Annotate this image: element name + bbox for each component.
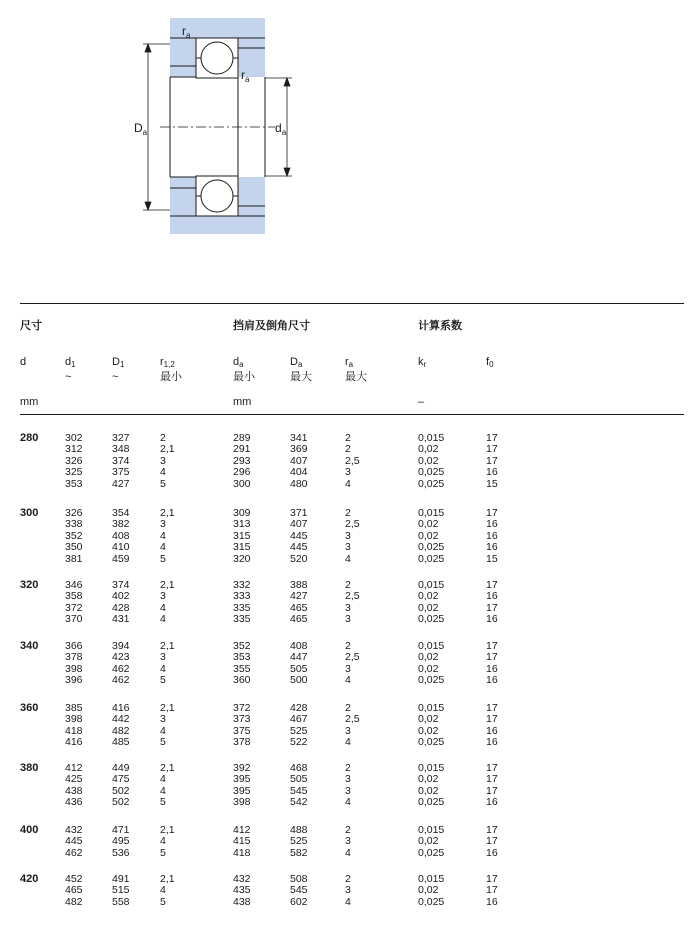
cell-f0: 17 <box>486 884 498 897</box>
cell-da-min: 432 <box>233 873 251 885</box>
cell-d1: 346 <box>65 579 83 591</box>
cell-Da-max: 371 <box>290 507 308 519</box>
cell-r12: 5 <box>160 552 166 565</box>
cell-ra-max: 2 <box>345 507 351 519</box>
cell-d1: 482 <box>65 895 83 908</box>
cell-f0: 17 <box>486 640 498 652</box>
cell-r12: 3 <box>160 651 166 664</box>
cell-r12: 4 <box>160 724 166 737</box>
cell-d1: 385 <box>65 702 83 714</box>
cell-Da-max: 488 <box>290 824 308 836</box>
cell-ra-max: 4 <box>345 846 351 859</box>
cell-f0: 16 <box>486 724 498 737</box>
cell-r12: 4 <box>160 835 166 848</box>
cell-D1: 471 <box>112 824 130 836</box>
bearing-abutment-diagram <box>0 0 700 260</box>
cell-f0: 16 <box>486 736 498 749</box>
cell-d1: 465 <box>65 884 83 897</box>
cell-d1: 425 <box>65 773 83 786</box>
cell-D1: 491 <box>112 873 130 885</box>
cell-Da-max: 341 <box>290 432 308 444</box>
label-da: $d_a$ <box>275 121 287 137</box>
cell-Da-max: 545 <box>290 784 308 797</box>
cell-r12: 4 <box>160 601 166 614</box>
cell-r12: 4 <box>160 662 166 675</box>
cell-kr: 0,02 <box>418 724 439 737</box>
cell-r12: 4 <box>160 784 166 797</box>
cell-f0: 16 <box>486 895 498 908</box>
cell-kr: 0,02 <box>418 713 439 726</box>
cell-ra-max: 3 <box>345 884 351 897</box>
cell-Da-max: 522 <box>290 736 308 749</box>
cell-ra-max: 3 <box>345 835 351 848</box>
cell-kr: 0,02 <box>418 773 439 786</box>
cell-r12: 2,1 <box>160 702 175 714</box>
cell-r12: 4 <box>160 466 166 479</box>
cell-Da-max: 369 <box>290 443 308 456</box>
cell-da-min: 418 <box>233 846 251 859</box>
cell-kr: 0,015 <box>418 824 445 836</box>
cell-D1: 515 <box>112 884 130 897</box>
cell-kr: 0,025 <box>418 613 445 626</box>
cell-D1: 495 <box>112 835 130 848</box>
cell-r12: 5 <box>160 674 166 687</box>
cell-f0: 17 <box>486 454 498 467</box>
cell-ra-max: 3 <box>345 724 351 737</box>
cell-d1: 436 <box>65 796 83 809</box>
cell-Da-max: 388 <box>290 579 308 591</box>
cell-da-min: 293 <box>233 454 251 467</box>
group-bore-d: 360 <box>20 702 39 714</box>
cell-kr: 0,02 <box>418 443 439 456</box>
cell-d1: 338 <box>65 518 83 531</box>
cell-D1: 462 <box>112 674 130 687</box>
unit-mm-dimensions: mm <box>20 396 39 408</box>
cell-kr: 0,02 <box>418 454 439 467</box>
group-bore-d: 400 <box>20 824 39 836</box>
cell-ra-max: 3 <box>345 613 351 626</box>
cell-da-min: 335 <box>233 601 251 614</box>
cell-d1: 372 <box>65 601 83 614</box>
cell-da-min: 291 <box>233 443 251 456</box>
table-top-rule <box>20 303 684 304</box>
cell-da-min: 435 <box>233 884 251 897</box>
cell-D1: 442 <box>112 713 130 726</box>
cell-f0: 17 <box>486 713 498 726</box>
col-header-d1: $d_1$ ~ <box>65 356 76 383</box>
cell-kr: 0,015 <box>418 432 445 444</box>
cell-D1: 416 <box>112 702 130 714</box>
label-ra-inner: $r_a$ <box>241 68 250 84</box>
cell-kr: 0,025 <box>418 796 445 809</box>
cell-Da-max: 447 <box>290 651 308 664</box>
cell-f0: 16 <box>486 662 498 675</box>
cell-da-min: 398 <box>233 796 251 809</box>
cell-ra-max: 4 <box>345 895 351 908</box>
cell-ra-max: 2,5 <box>345 518 360 531</box>
cell-da-min: 360 <box>233 674 251 687</box>
cell-d1: 432 <box>65 824 83 836</box>
cell-ra-max: 2 <box>345 640 351 652</box>
cell-D1: 475 <box>112 773 130 786</box>
cell-Da-max: 505 <box>290 662 308 675</box>
cell-kr: 0,025 <box>418 466 445 479</box>
cell-D1: 482 <box>112 724 130 737</box>
cell-Da-max: 582 <box>290 846 308 859</box>
cell-da-min: 289 <box>233 432 251 444</box>
header-dimensions: 尺寸 <box>20 320 42 332</box>
cell-ra-max: 2,5 <box>345 713 360 726</box>
cell-da-min: 415 <box>233 835 251 848</box>
cell-D1: 428 <box>112 601 130 614</box>
cell-kr: 0,02 <box>418 529 439 542</box>
cell-r12: 5 <box>160 796 166 809</box>
cell-Da-max: 445 <box>290 529 308 542</box>
cell-da-min: 315 <box>233 541 251 554</box>
cell-f0: 16 <box>486 541 498 554</box>
cell-f0: 16 <box>486 466 498 479</box>
cell-Da-max: 445 <box>290 541 308 554</box>
cell-d1: 353 <box>65 477 83 490</box>
cell-D1: 485 <box>112 736 130 749</box>
cell-ra-max: 2 <box>345 824 351 836</box>
cell-da-min: 412 <box>233 824 251 836</box>
group-bore-d: 280 <box>20 432 39 444</box>
cell-D1: 459 <box>112 552 130 565</box>
cell-Da-max: 428 <box>290 702 308 714</box>
cell-d1: 352 <box>65 529 83 542</box>
cell-D1: 382 <box>112 518 130 531</box>
unit-dash-calc: – <box>418 396 425 408</box>
cell-Da-max: 545 <box>290 884 308 897</box>
label-Da: $D_a$ <box>134 121 148 137</box>
cell-ra-max: 3 <box>345 466 351 479</box>
cell-kr: 0,015 <box>418 579 445 591</box>
cell-da-min: 320 <box>233 552 251 565</box>
cell-d1: 418 <box>65 724 83 737</box>
cell-r12: 2,1 <box>160 579 175 591</box>
cell-Da-max: 404 <box>290 466 308 479</box>
cell-da-min: 395 <box>233 784 251 797</box>
cell-r12: 3 <box>160 590 166 603</box>
cell-f0: 16 <box>486 674 498 687</box>
cell-ra-max: 3 <box>345 784 351 797</box>
cell-f0: 17 <box>486 432 498 444</box>
cell-da-min: 375 <box>233 724 251 737</box>
cell-r12: 2,1 <box>160 507 175 519</box>
cell-kr: 0,025 <box>418 552 445 565</box>
cell-d1: 396 <box>65 674 83 687</box>
cell-r12: 2,1 <box>160 824 175 836</box>
cell-Da-max: 468 <box>290 762 308 774</box>
cell-f0: 17 <box>486 835 498 848</box>
cell-D1: 449 <box>112 762 130 774</box>
cell-D1: 375 <box>112 466 130 479</box>
cell-kr: 0,015 <box>418 762 445 774</box>
cell-ra-max: 4 <box>345 477 351 490</box>
cell-Da-max: 542 <box>290 796 308 809</box>
cell-kr: 0,02 <box>418 884 439 897</box>
cell-Da-max: 408 <box>290 640 308 652</box>
cell-Da-max: 467 <box>290 713 308 726</box>
group-bore-d: 380 <box>20 762 39 774</box>
group-bore-d: 320 <box>20 579 39 591</box>
cell-kr: 0,025 <box>418 895 445 908</box>
cell-d1: 398 <box>65 662 83 675</box>
cell-D1: 423 <box>112 651 130 664</box>
cell-Da-max: 407 <box>290 454 308 467</box>
cell-r12: 5 <box>160 736 166 749</box>
cell-r12: 2,1 <box>160 443 175 456</box>
cell-Da-max: 407 <box>290 518 308 531</box>
cell-Da-max: 525 <box>290 724 308 737</box>
cell-ra-max: 4 <box>345 552 351 565</box>
cell-f0: 15 <box>486 552 498 565</box>
cell-ra-max: 4 <box>345 736 351 749</box>
cell-D1: 410 <box>112 541 130 554</box>
cell-r12: 2,1 <box>160 762 175 774</box>
cell-f0: 16 <box>486 613 498 626</box>
cell-kr: 0,025 <box>418 736 445 749</box>
header-calc-factors: 计算系数 <box>418 320 462 332</box>
cell-Da-max: 465 <box>290 601 308 614</box>
cell-d1: 412 <box>65 762 83 774</box>
cell-f0: 17 <box>486 507 498 519</box>
cell-D1: 408 <box>112 529 130 542</box>
cell-Da-max: 505 <box>290 773 308 786</box>
cell-d1: 398 <box>65 713 83 726</box>
cell-r12: 3 <box>160 518 166 531</box>
cell-Da-max: 500 <box>290 674 308 687</box>
cell-d1: 366 <box>65 640 83 652</box>
cell-D1: 374 <box>112 579 130 591</box>
cell-f0: 16 <box>486 796 498 809</box>
cell-D1: 431 <box>112 613 130 626</box>
cell-kr: 0,015 <box>418 640 445 652</box>
cell-f0: 15 <box>486 477 498 490</box>
cell-da-min: 300 <box>233 477 251 490</box>
cell-kr: 0,02 <box>418 835 439 848</box>
cell-kr: 0,02 <box>418 651 439 664</box>
cell-r12: 4 <box>160 613 166 626</box>
cell-da-min: 355 <box>233 662 251 675</box>
ball-bottom <box>201 180 233 212</box>
group-bore-d: 300 <box>20 507 39 519</box>
cell-da-min: 309 <box>233 507 251 519</box>
cell-kr: 0,02 <box>418 662 439 675</box>
cell-kr: 0,015 <box>418 507 445 519</box>
unit-mm-abutment: mm <box>233 396 252 408</box>
cell-ra-max: 2 <box>345 873 351 885</box>
cell-ra-max: 2,5 <box>345 651 360 664</box>
cell-da-min: 438 <box>233 895 251 908</box>
col-header-ra: $r_a$ 最大 <box>345 356 367 383</box>
cell-da-min: 392 <box>233 762 251 774</box>
col-header-kr: $k_r$ <box>418 356 427 369</box>
cell-da-min: 378 <box>233 736 251 749</box>
cell-D1: 536 <box>112 846 130 859</box>
cell-da-min: 352 <box>233 640 251 652</box>
cell-kr: 0,025 <box>418 541 445 554</box>
cell-D1: 354 <box>112 507 130 519</box>
col-header-Da: $D_a$ 最大 <box>290 356 312 383</box>
cell-f0: 17 <box>486 651 498 664</box>
cell-ra-max: 4 <box>345 796 351 809</box>
group-bore-d: 340 <box>20 640 39 652</box>
cell-ra-max: 3 <box>345 541 351 554</box>
cell-D1: 327 <box>112 432 130 444</box>
cell-d1: 358 <box>65 590 83 603</box>
cell-r12: 3 <box>160 713 166 726</box>
cell-ra-max: 3 <box>345 601 351 614</box>
cell-Da-max: 602 <box>290 895 308 908</box>
cell-da-min: 333 <box>233 590 251 603</box>
cell-r12: 5 <box>160 846 166 859</box>
cell-f0: 17 <box>486 762 498 774</box>
cell-d1: 378 <box>65 651 83 664</box>
ball-top <box>201 42 233 74</box>
cell-f0: 17 <box>486 873 498 885</box>
cell-f0: 16 <box>486 846 498 859</box>
cell-Da-max: 465 <box>290 613 308 626</box>
cell-f0: 17 <box>486 579 498 591</box>
cell-f0: 17 <box>486 784 498 797</box>
cell-d1: 350 <box>65 541 83 554</box>
cell-d1: 381 <box>65 552 83 565</box>
cell-r12: 2,1 <box>160 873 175 885</box>
header-abutment: 挡肩及倒角尺寸 <box>233 320 310 332</box>
cell-ra-max: 2 <box>345 762 351 774</box>
cell-ra-max: 2,5 <box>345 590 360 603</box>
cell-r12: 4 <box>160 529 166 542</box>
cell-ra-max: 2 <box>345 579 351 591</box>
cell-d1: 452 <box>65 873 83 885</box>
cell-f0: 16 <box>486 529 498 542</box>
cell-f0: 17 <box>486 773 498 786</box>
cell-r12: 3 <box>160 454 166 467</box>
cell-f0: 16 <box>486 518 498 531</box>
cell-D1: 394 <box>112 640 130 652</box>
cell-D1: 502 <box>112 796 130 809</box>
cell-r12: 5 <box>160 477 166 490</box>
cell-kr: 0,02 <box>418 601 439 614</box>
cell-d1: 438 <box>65 784 83 797</box>
cell-d1: 326 <box>65 507 83 519</box>
col-header-d: d <box>20 356 27 368</box>
cell-ra-max: 3 <box>345 529 351 542</box>
cell-da-min: 313 <box>233 518 251 531</box>
cell-kr: 0,02 <box>418 784 439 797</box>
cell-d1: 370 <box>65 613 83 626</box>
cell-da-min: 372 <box>233 702 251 714</box>
cell-D1: 558 <box>112 895 130 908</box>
cell-kr: 0,02 <box>418 590 439 603</box>
cell-r12: 2 <box>160 432 166 444</box>
unit-rule <box>20 414 684 415</box>
cell-f0: 17 <box>486 702 498 714</box>
cell-d1: 326 <box>65 454 83 467</box>
cell-d1: 462 <box>65 846 83 859</box>
cell-Da-max: 480 <box>290 477 308 490</box>
cell-ra-max: 2,5 <box>345 454 360 467</box>
cell-D1: 402 <box>112 590 130 603</box>
cell-d1: 416 <box>65 736 83 749</box>
col-header-da: $d_a$ 最小 <box>233 356 255 383</box>
cell-D1: 348 <box>112 443 130 456</box>
cell-da-min: 353 <box>233 651 251 664</box>
cell-D1: 462 <box>112 662 130 675</box>
group-bore-d: 420 <box>20 873 39 885</box>
cell-Da-max: 520 <box>290 552 308 565</box>
cell-d1: 302 <box>65 432 83 444</box>
cell-da-min: 395 <box>233 773 251 786</box>
cell-kr: 0,015 <box>418 702 445 714</box>
col-header-D1: $D_1$ ~ <box>112 356 125 383</box>
cell-da-min: 335 <box>233 613 251 626</box>
cell-Da-max: 525 <box>290 835 308 848</box>
cell-D1: 427 <box>112 477 130 490</box>
cell-ra-max: 3 <box>345 773 351 786</box>
cell-d1: 312 <box>65 443 83 456</box>
cell-kr: 0,015 <box>418 873 445 885</box>
cell-ra-max: 3 <box>345 662 351 675</box>
cell-f0: 16 <box>486 590 498 603</box>
cell-kr: 0,025 <box>418 846 445 859</box>
cell-kr: 0,025 <box>418 674 445 687</box>
cell-kr: 0,025 <box>418 477 445 490</box>
cell-ra-max: 2 <box>345 443 351 456</box>
cell-kr: 0,02 <box>418 518 439 531</box>
cell-da-min: 296 <box>233 466 251 479</box>
cell-ra-max: 2 <box>345 702 351 714</box>
cell-da-min: 373 <box>233 713 251 726</box>
cell-f0: 17 <box>486 443 498 456</box>
col-header-f0: $f_0$ <box>486 356 494 369</box>
cell-d1: 445 <box>65 835 83 848</box>
cell-D1: 502 <box>112 784 130 797</box>
cell-Da-max: 427 <box>290 590 308 603</box>
cell-f0: 17 <box>486 601 498 614</box>
label-ra-top: $r_a$ <box>182 24 191 40</box>
cell-r12: 4 <box>160 884 166 897</box>
cell-r12: 4 <box>160 541 166 554</box>
cell-r12: 5 <box>160 895 166 908</box>
cell-d1: 325 <box>65 466 83 479</box>
cell-da-min: 315 <box>233 529 251 542</box>
cell-r12: 2,1 <box>160 640 175 652</box>
cell-Da-max: 508 <box>290 873 308 885</box>
cell-f0: 17 <box>486 824 498 836</box>
cell-ra-max: 2 <box>345 432 351 444</box>
cell-r12: 4 <box>160 773 166 786</box>
col-header-r12: $r_{1,2}$ 最小 <box>160 356 182 383</box>
cell-D1: 374 <box>112 454 130 467</box>
cell-ra-max: 4 <box>345 674 351 687</box>
cell-da-min: 332 <box>233 579 251 591</box>
